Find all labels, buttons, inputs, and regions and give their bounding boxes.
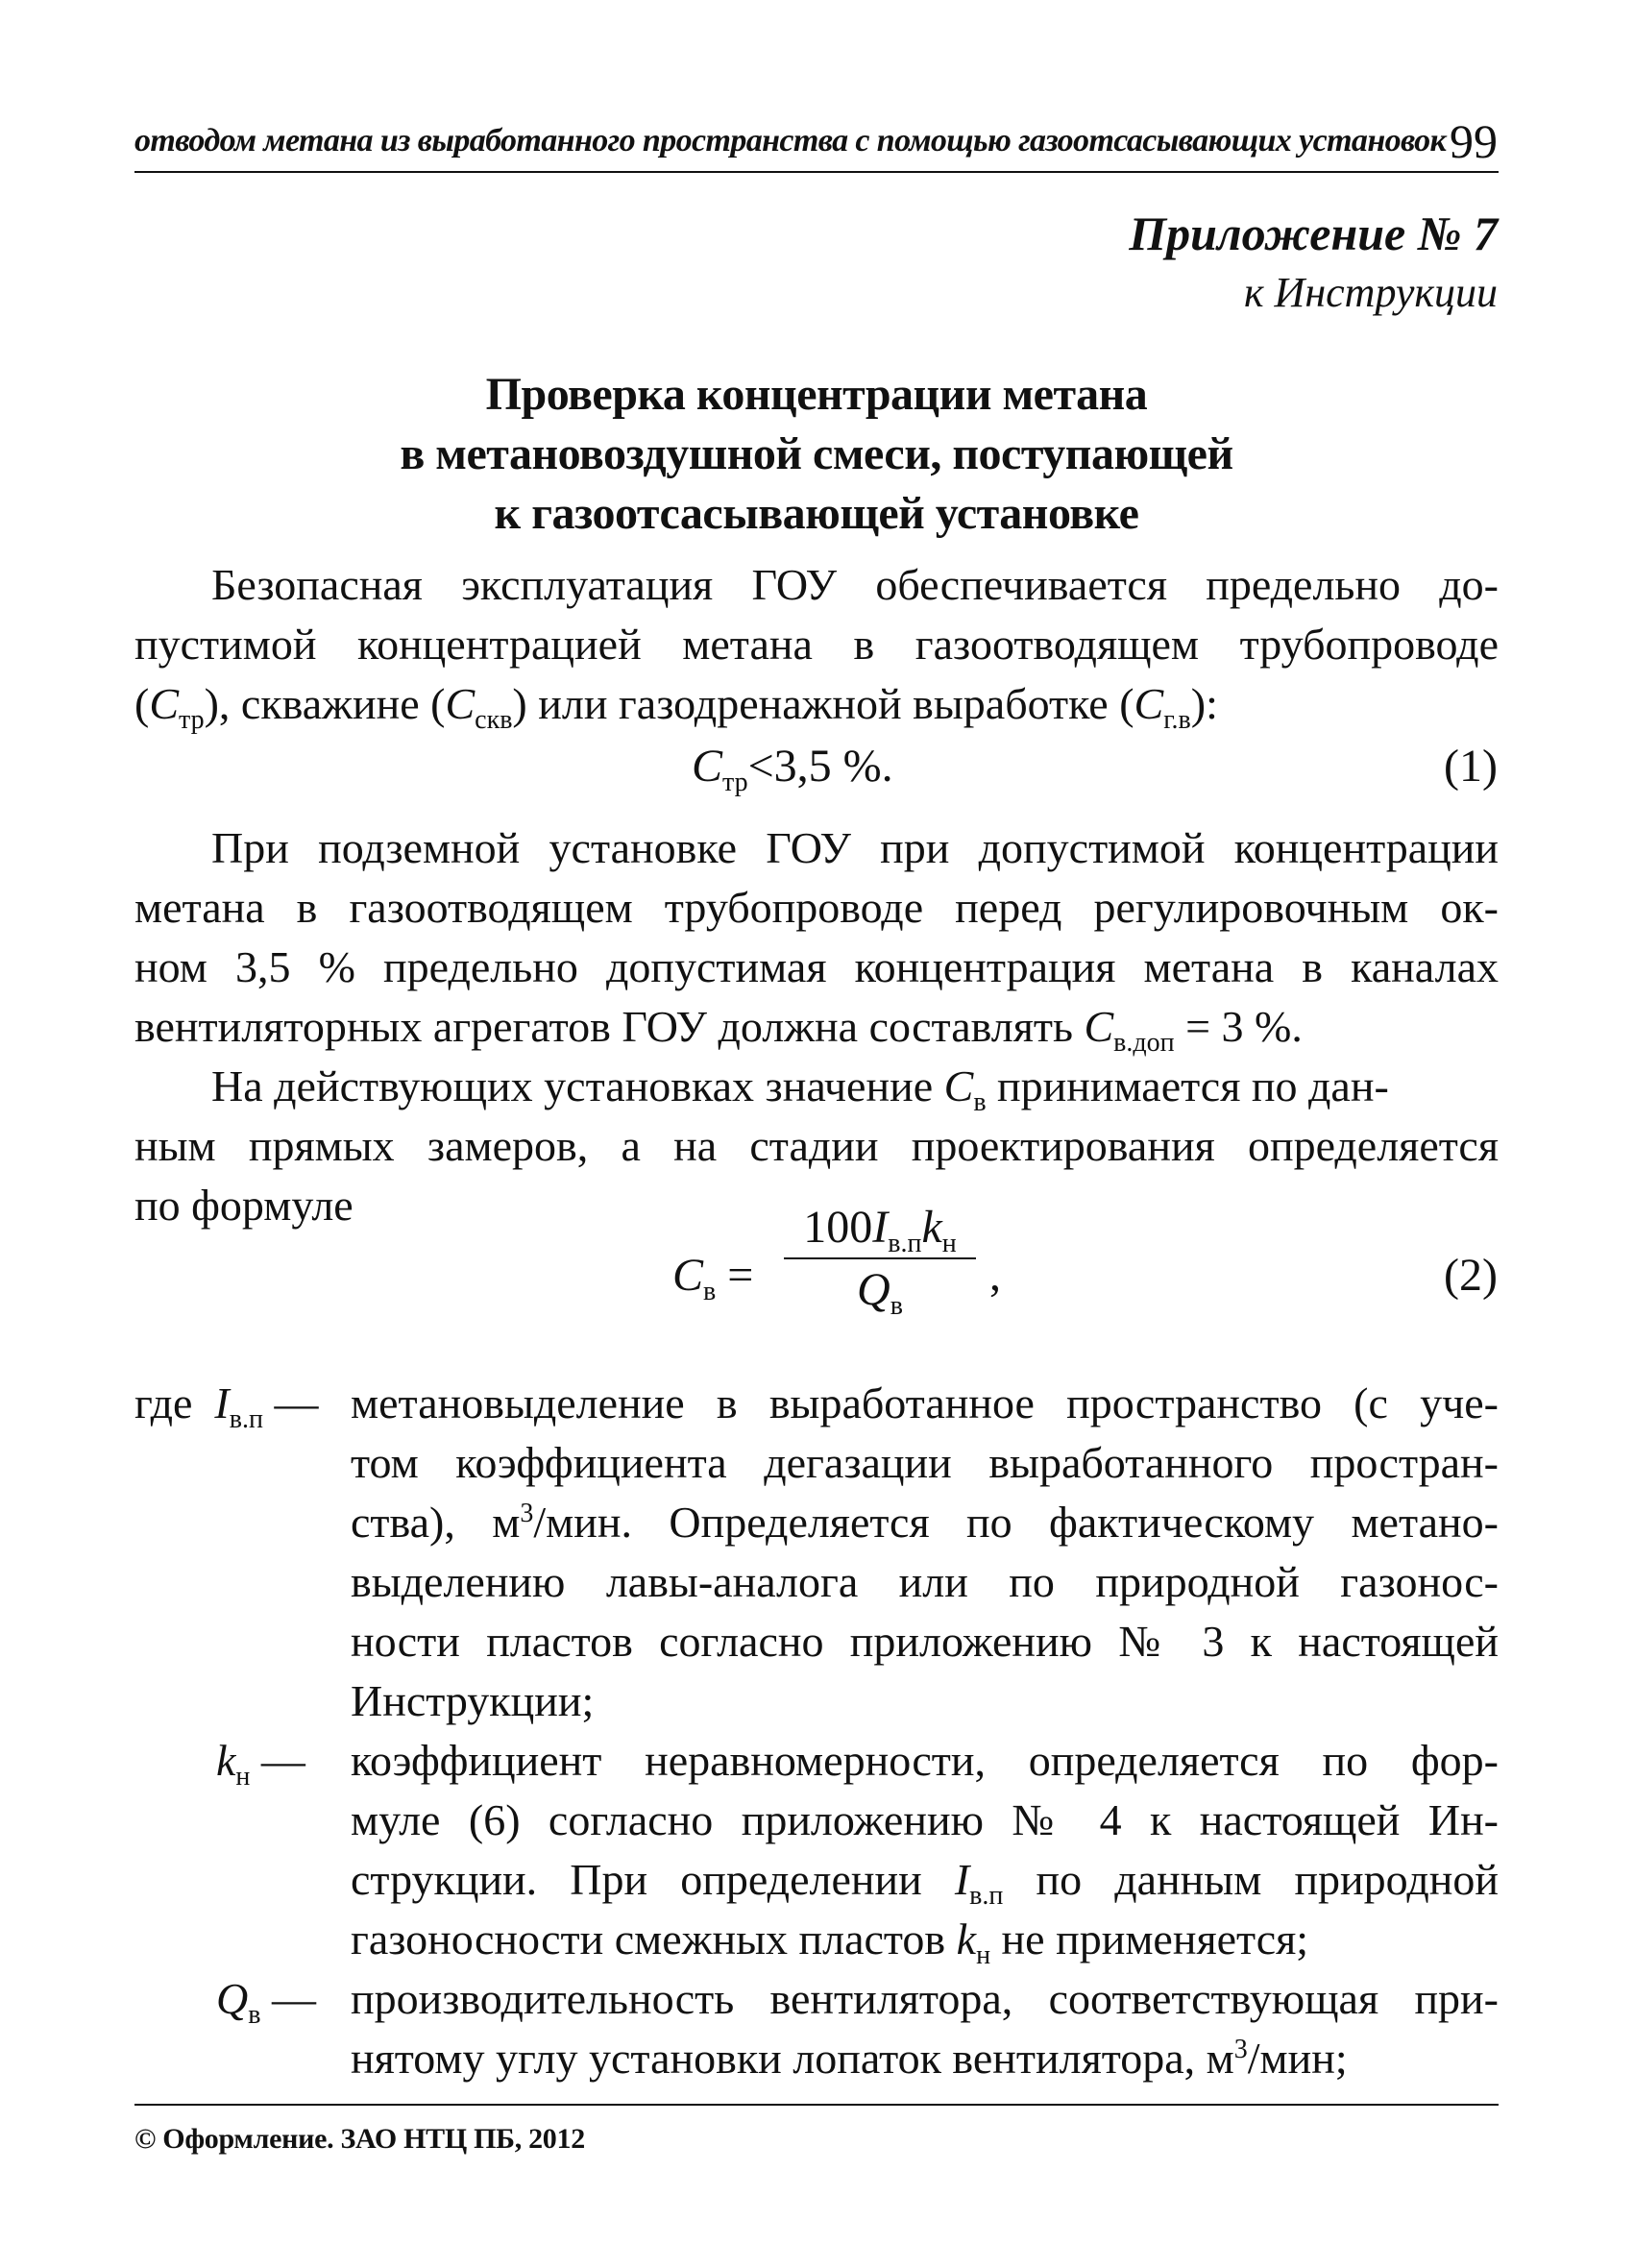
text-line: выделению лавы-аналога или по природной газонос- [351, 1557, 1499, 1606]
appendix-reference: к Инструкции [1243, 269, 1498, 316]
title-line: к газоотсасывающей установке [494, 488, 1139, 539]
formula-2-comma: , [989, 1250, 1001, 1301]
definition-symbol: $k_н$ — [216, 1736, 305, 1792]
text-line: метановыделение в выработанное пространство (с уче- [351, 1378, 1499, 1427]
definition-text [351, 1374, 1499, 1731]
formula-2-denominator: $Q_в$ [857, 1264, 903, 1321]
text-line: При подземной установке ГОУ при допустимой концентрации [211, 823, 1499, 872]
definition-symbol: $Q_в$ — [216, 1974, 316, 2030]
text-line: Инструкции; [351, 1676, 595, 1725]
text-line: На действующих установках значение $C_в$ принимается по дан- [211, 1061, 1389, 1117]
formula-2-numerator: $100I_{в.п}k_н$ [803, 1202, 957, 1258]
formula-2-fraction [784, 1201, 976, 1321]
page-number: 99 [1450, 114, 1498, 168]
text-line: пустимой концентрацией метана в газоотводящем трубопроводе [134, 620, 1499, 669]
title-line: Проверка концентрации метана [485, 369, 1148, 420]
definition-symbol: где $I_{в.п}$ — [134, 1378, 319, 1434]
section-title [134, 365, 1499, 544]
running-title: отводом метана из выработанного пространства с помощью газоотсасывающих установок [134, 123, 1447, 159]
text-line: струкции. При определении $I_{в.п}$ по данным природной [351, 1855, 1499, 1911]
text-line: ном 3,5 % предельно допустимая концентрация метана в каналах [134, 942, 1499, 991]
definition-ivp [134, 1374, 1499, 1731]
footer-rule [134, 2104, 1499, 2106]
equation-number-1: (1) [1444, 741, 1498, 792]
title-line: в метановоздушной смеси, поступающей [400, 428, 1233, 479]
text-line: $(C_{тр})$, скважине $(C_{скв})$ или газодренажной выработке $(C_{г.в})$: [134, 679, 1218, 735]
definition-qv [134, 1969, 1499, 2088]
text-line: метана в газоотводящем трубопроводе перед регулировочным ок- [134, 883, 1499, 932]
paragraph-underground-install [134, 818, 1499, 1057]
text-line: по формуле [134, 1181, 354, 1230]
copyright-notice: © Оформление. ЗАО НТЦ ПБ, 2012 [134, 2123, 585, 2155]
variable-definitions [134, 1374, 1499, 2088]
appendix-label [1129, 204, 1498, 323]
text-line: ства), $м^3$/мин. Определяется по фактическому метано- [351, 1498, 1499, 1547]
formula-2-lhs: $C_в$ = [672, 1250, 754, 1306]
text-line: ности пластов согласно приложению № 3 к настоящей [351, 1617, 1499, 1666]
text-line: газоносности смежных пластов $k_н$ не применяется; [351, 1914, 1309, 1970]
text-line: муле (6) согласно приложению № 4 к настоящей Ин- [351, 1795, 1499, 1844]
definition-text [351, 1969, 1499, 2088]
formula-1: $C_{тр}<3,5$ %. [692, 741, 893, 797]
definition-text [351, 1731, 1499, 1969]
text-line: производительность вентилятора, соответствующая при- [351, 1974, 1499, 2023]
text-line: коэффициент неравномерности, определяется по фор- [351, 1736, 1499, 1785]
text-line: нятому углу установки лопаток вентилятора, $м^3$/мин; [351, 2034, 1348, 2083]
text-line: ным прямых замеров, а на стадии проектирования определяется [134, 1121, 1499, 1170]
header-rule [134, 171, 1499, 173]
equation-number-2: (2) [1444, 1250, 1498, 1301]
appendix-number: Приложение № 7 [1129, 207, 1498, 260]
paragraph-safe-operation [134, 555, 1499, 734]
text-line: вентиляторных агрегатов ГОУ должна составлять $C_{в.доп} = 3$ %. [134, 1002, 1303, 1058]
definition-kn [134, 1731, 1499, 1969]
text-line: том коэффициента дегазации выработанного простран- [351, 1438, 1499, 1487]
text-line: Безопасная эксплуатация ГОУ обеспечивается предельно до- [211, 560, 1499, 609]
